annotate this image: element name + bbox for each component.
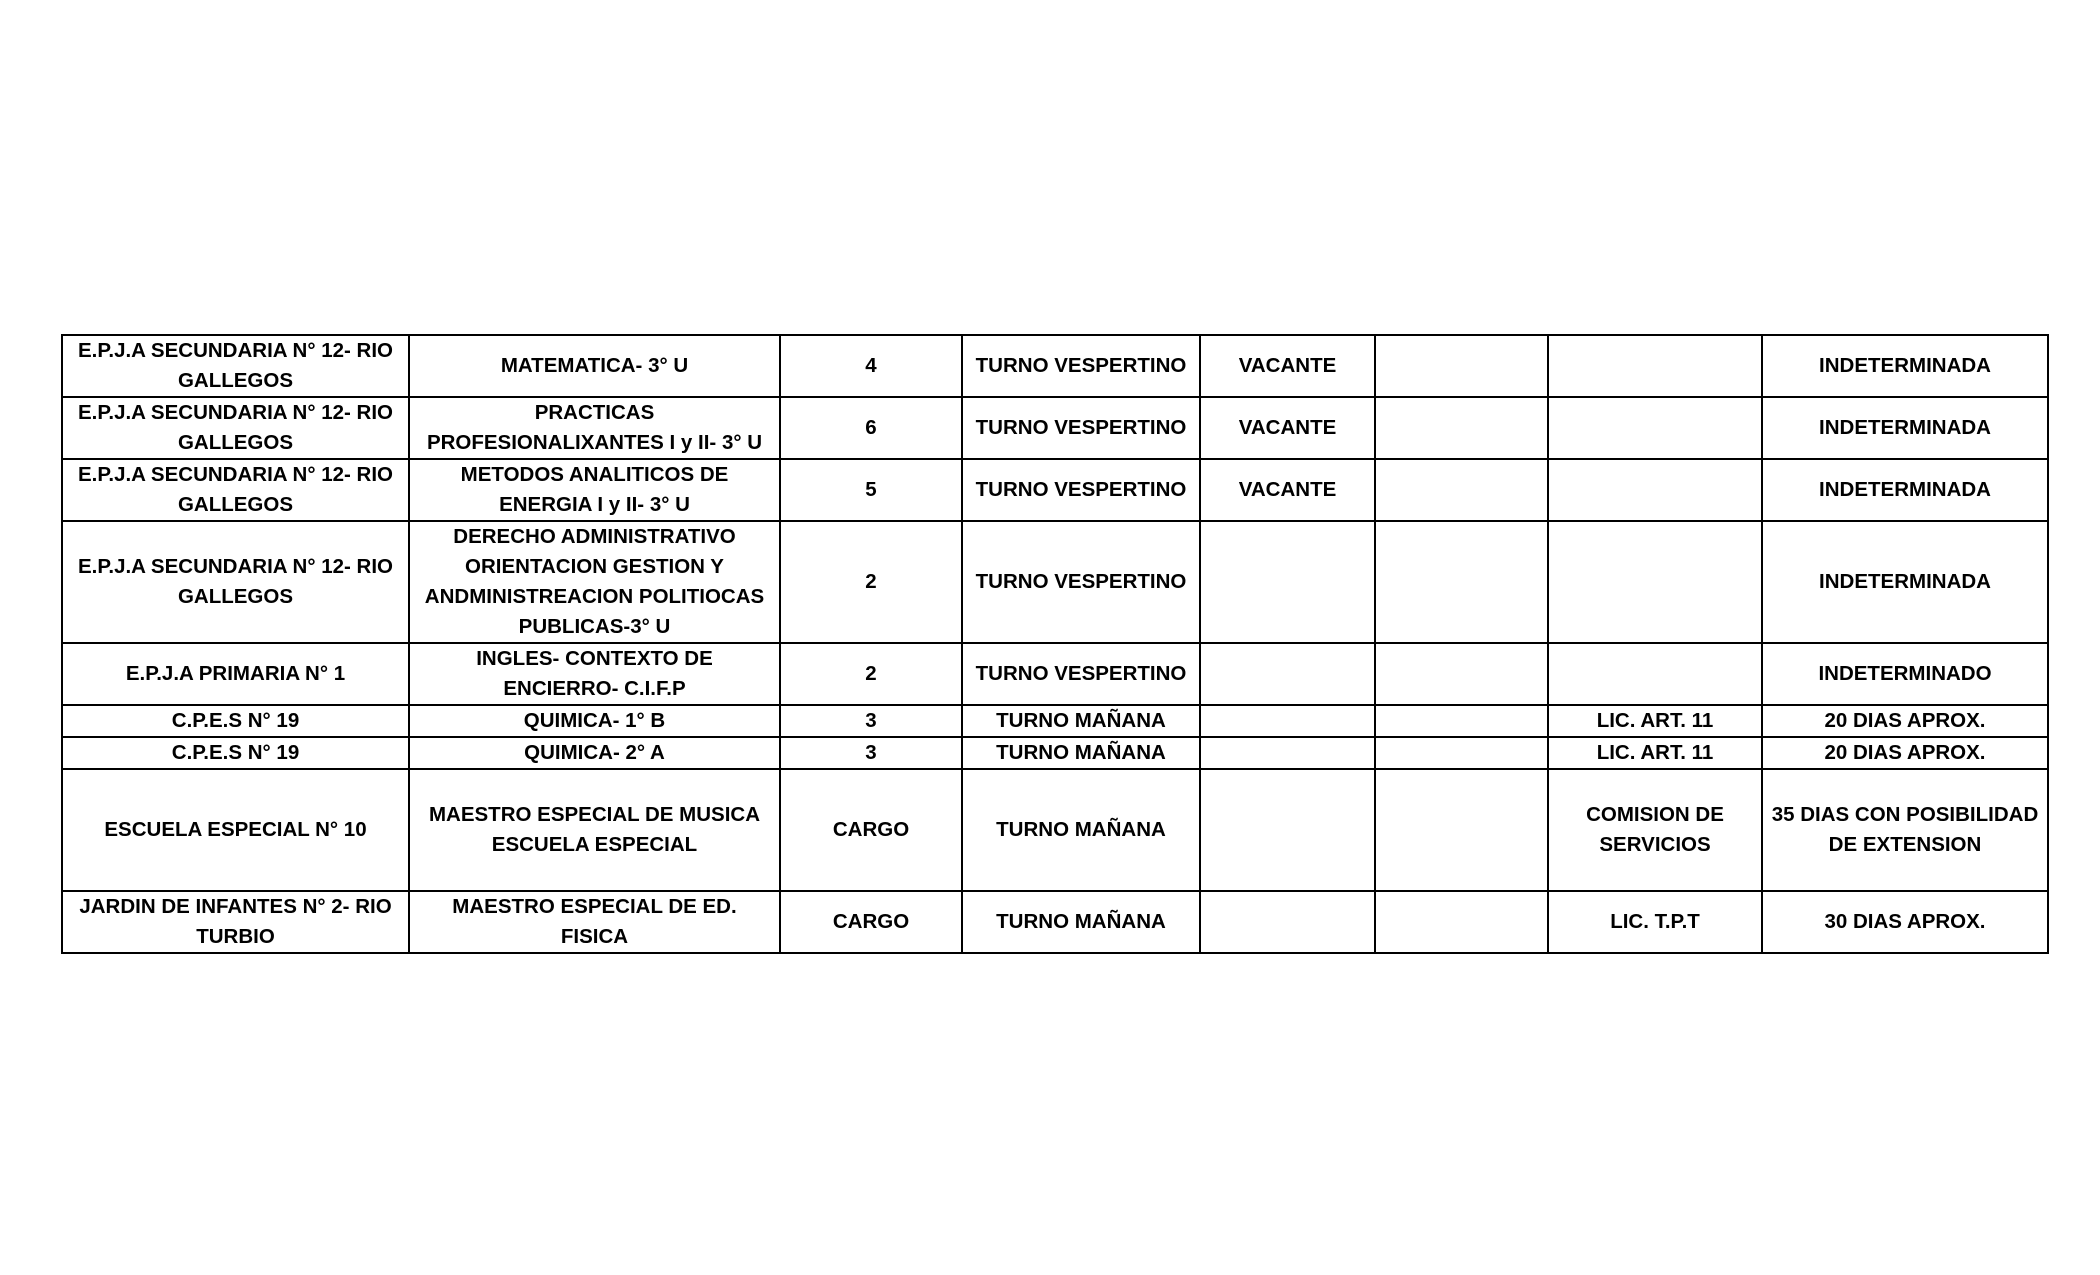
school-cell: E.P.J.A SECUNDARIA N° 12- RIO GALLEGOS <box>62 335 409 397</box>
duration-cell: INDETERMINADA <box>1762 397 2048 459</box>
reason-cell <box>1548 643 1762 705</box>
subject-cell: METODOS ANALITICOS DE ENERGIA I y II- 3° U <box>409 459 780 521</box>
shift-cell: TURNO MAÑANA <box>962 705 1200 737</box>
duration-cell: 20 DIAS APROX. <box>1762 705 2048 737</box>
school-cell: E.P.J.A SECUNDARIA N° 12- RIO GALLEGOS <box>62 521 409 643</box>
empty-cell <box>1375 705 1548 737</box>
reason-cell <box>1548 521 1762 643</box>
table-row <box>62 769 2048 891</box>
subject-cell: DERECHO ADMINISTRATIVO ORIENTACION GESTION Y ANDMINISTREACION POLITIOCAS PUBLICAS-3° U <box>409 521 780 643</box>
duration-cell: 20 DIAS APROX. <box>1762 737 2048 769</box>
school-cell: E.P.J.A SECUNDARIA N° 12- RIO GALLEGOS <box>62 459 409 521</box>
reason-cell <box>1548 459 1762 521</box>
status-cell <box>1200 521 1375 643</box>
hours-cell: 5 <box>780 459 962 521</box>
duration-cell: INDETERMINADA <box>1762 521 2048 643</box>
empty-cell <box>1375 737 1548 769</box>
status-cell <box>1200 891 1375 953</box>
subject-cell: QUIMICA- 1° B <box>409 705 780 737</box>
duration-cell: 35 DIAS CON POSIBILIDAD DE EXTENSION <box>1762 769 2048 891</box>
school-cell: E.P.J.A SECUNDARIA N° 12- RIO GALLEGOS <box>62 397 409 459</box>
table-row <box>62 335 2048 397</box>
hours-cell: CARGO <box>780 891 962 953</box>
subject-cell: QUIMICA- 2° A <box>409 737 780 769</box>
empty-cell <box>1375 769 1548 891</box>
status-cell <box>1200 705 1375 737</box>
shift-cell: TURNO VESPERTINO <box>962 643 1200 705</box>
reason-cell: LIC. ART. 11 <box>1548 737 1762 769</box>
table-row <box>62 397 2048 459</box>
status-cell: VACANTE <box>1200 397 1375 459</box>
reason-cell <box>1548 397 1762 459</box>
status-cell <box>1200 769 1375 891</box>
reason-cell <box>1548 335 1762 397</box>
hours-cell: 2 <box>780 643 962 705</box>
table-row <box>62 891 2048 953</box>
status-cell <box>1200 737 1375 769</box>
subject-cell: INGLES- CONTEXTO DE ENCIERRO- C.I.F.P <box>409 643 780 705</box>
duration-cell: INDETERMINADA <box>1762 459 2048 521</box>
empty-cell <box>1375 335 1548 397</box>
shift-cell: TURNO MAÑANA <box>962 737 1200 769</box>
reason-cell: LIC. T.P.T <box>1548 891 1762 953</box>
reason-cell: LIC. ART. 11 <box>1548 705 1762 737</box>
status-cell: VACANTE <box>1200 459 1375 521</box>
shift-cell: TURNO MAÑANA <box>962 891 1200 953</box>
table-row <box>62 459 2048 521</box>
shift-cell: TURNO VESPERTINO <box>962 521 1200 643</box>
empty-cell <box>1375 521 1548 643</box>
empty-cell <box>1375 643 1548 705</box>
hours-cell: 6 <box>780 397 962 459</box>
subject-cell: PRACTICAS PROFESIONALIXANTES I y II- 3° U <box>409 397 780 459</box>
table-row <box>62 521 2048 643</box>
hours-cell: 3 <box>780 737 962 769</box>
table-row <box>62 643 2048 705</box>
school-cell: JARDIN DE INFANTES N° 2- RIO TURBIO <box>62 891 409 953</box>
status-cell <box>1200 643 1375 705</box>
school-cell: C.P.E.S N° 19 <box>62 737 409 769</box>
shift-cell: TURNO VESPERTINO <box>962 397 1200 459</box>
status-cell: VACANTE <box>1200 335 1375 397</box>
hours-cell: 2 <box>780 521 962 643</box>
duration-cell: INDETERMINADO <box>1762 643 2048 705</box>
table-row <box>62 705 2048 737</box>
empty-cell <box>1375 891 1548 953</box>
subject-cell: MAESTRO ESPECIAL DE ED. FISICA <box>409 891 780 953</box>
duration-cell: 30 DIAS APROX. <box>1762 891 2048 953</box>
school-cell: E.P.J.A PRIMARIA N° 1 <box>62 643 409 705</box>
subject-cell: MATEMATICA- 3° U <box>409 335 780 397</box>
empty-cell <box>1375 397 1548 459</box>
reason-cell: COMISION DE SERVICIOS <box>1548 769 1762 891</box>
shift-cell: TURNO MAÑANA <box>962 769 1200 891</box>
table-row <box>62 737 2048 769</box>
school-cell: ESCUELA ESPECIAL N° 10 <box>62 769 409 891</box>
hours-cell: 4 <box>780 335 962 397</box>
shift-cell: TURNO VESPERTINO <box>962 335 1200 397</box>
duration-cell: INDETERMINADA <box>1762 335 2048 397</box>
vacancy-table <box>61 334 2049 954</box>
school-cell: C.P.E.S N° 19 <box>62 705 409 737</box>
empty-cell <box>1375 459 1548 521</box>
shift-cell: TURNO VESPERTINO <box>962 459 1200 521</box>
hours-cell: CARGO <box>780 769 962 891</box>
hours-cell: 3 <box>780 705 962 737</box>
subject-cell: MAESTRO ESPECIAL DE MUSICA ESCUELA ESPECIAL <box>409 769 780 891</box>
